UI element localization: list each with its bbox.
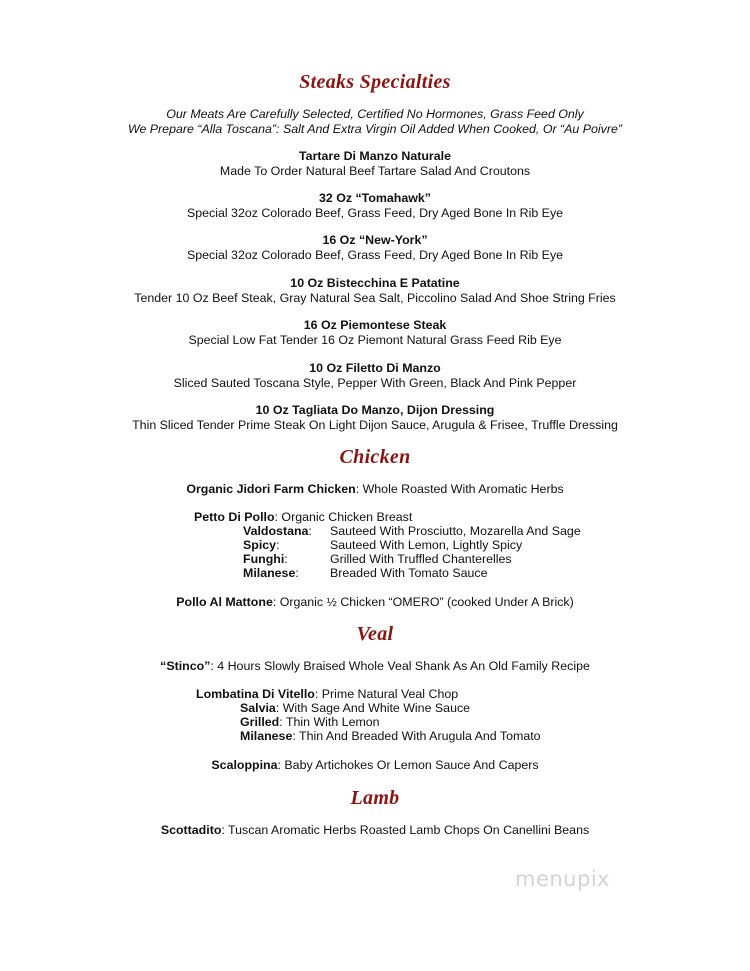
veal-stinco-name: “Stinco” <box>160 659 211 673</box>
veal-section-title: Veal <box>356 623 394 645</box>
steak-item-name: Tartare Di Manzo Naturale <box>299 149 451 163</box>
chicken-petto-desc: : Organic Chicken Breast <box>274 510 413 524</box>
steak-item-desc: Thin Sliced Tender Prime Steak On Light Dijon Sauce, Arugula & Frisee, Truffle Dressing <box>132 418 618 432</box>
steak-item-desc: Made To Order Natural Beef Tartare Salad And Croutons <box>219 164 531 178</box>
veal-scaloppina-desc: : Baby Artichokes Or Lemon Sauce And Capers <box>277 758 539 772</box>
chicken-option-name: Valdostana: <box>243 524 312 538</box>
steak-item-name: 10 Oz Bistecchina E Patatine <box>290 276 460 290</box>
chicken-mattone-name: Pollo Al Mattone <box>176 595 273 609</box>
veal-option-line <box>240 701 470 715</box>
chicken-option-name: Milanese: <box>243 566 299 580</box>
steak-item-desc: Sliced Sauted Toscana Style, Pepper With Green, Black And Pink Pepper <box>173 376 577 390</box>
steak-item-name: 10 Oz Filetto Di Manzo <box>309 361 441 375</box>
chicken-mattone-desc: : Organic ½ Chicken “OMERO” (cooked Under A Brick) <box>272 595 574 609</box>
steak-item-name: 32 Oz “Tomahawk” <box>318 191 431 205</box>
steak-item-name: 10 Oz Tagliata Do Manzo, Dijon Dressing <box>255 403 495 417</box>
chicken-jidori-desc: : Whole Roasted With Aromatic Herbs <box>355 482 564 496</box>
chicken-mattone-line <box>0 595 750 609</box>
steaks-intro-line-2: We Prepare “Alla Toscana”: Salt And Extra Virgin Oil Added When Cooked, Or “Au Poivre” <box>127 122 622 136</box>
chicken-petto-line <box>194 510 412 524</box>
veal-scaloppina-line <box>0 758 750 772</box>
veal-option-name: Grilled <box>240 715 280 729</box>
veal-stinco-desc: : 4 Hours Slowly Braised Whole Veal Shank As An Old Family Recipe <box>210 659 590 673</box>
veal-option-desc: : Thin With Lemon <box>279 715 380 729</box>
chicken-section-title: Chicken <box>339 446 411 468</box>
chicken-option-desc: Breaded With Tomato Sauce <box>330 566 488 580</box>
veal-stinco-line <box>0 659 750 673</box>
chicken-option-name: Funghi: <box>243 552 288 566</box>
steaks-intro-line-1: Our Meats Are Carefully Selected, Certified No Hormones, Grass Feed Only <box>166 107 584 121</box>
chicken-jidori-line <box>0 482 750 496</box>
veal-option-desc: : Thin And Breaded With Arugula And Tomato <box>292 729 541 743</box>
chicken-petto-name: Petto Di Pollo <box>194 510 275 524</box>
steak-item-desc: Special Low Fat Tender 16 Oz Piemont Natural Grass Feed Rib Eye <box>188 333 562 347</box>
steak-item-desc: Special 32oz Colorado Beef, Grass Feed, Dry Aged Bone In Rib Eye <box>186 248 564 262</box>
chicken-option-desc: Sauteed With Lemon, Lightly Spicy <box>330 538 523 552</box>
lamb-section-title: Lamb <box>350 787 400 809</box>
veal-scaloppina-name: Scaloppina <box>211 758 278 772</box>
chicken-jidori-name: Organic Jidori Farm Chicken <box>186 482 356 496</box>
chicken-option-desc: Sauteed With Prosciutto, Mozarella And Sage <box>330 524 581 538</box>
steak-item-desc: Special 32oz Colorado Beef, Grass Feed, Dry Aged Bone In Rib Eye <box>186 206 564 220</box>
veal-lombatina-name: Lombatina Di Vitello <box>196 687 315 701</box>
veal-option-line <box>240 729 541 743</box>
steak-item-desc: Tender 10 Oz Beef Steak, Gray Natural Sea Salt, Piccolino Salad And Shoe String Fries <box>134 291 616 305</box>
steaks-section-title: Steaks Specialties <box>299 71 451 93</box>
lamb-scottadito-desc: : Tuscan Aromatic Herbs Roasted Lamb Chops On Canellini Beans <box>221 823 590 837</box>
veal-option-name: Salvia <box>240 701 276 715</box>
veal-option-desc: : With Sage And White Wine Sauce <box>275 701 471 715</box>
steak-item-name: 16 Oz Piemontese Steak <box>303 318 447 332</box>
veal-option-line <box>240 715 380 729</box>
menupix-watermark: menupix <box>515 867 611 891</box>
veal-lombatina-desc: : Prime Natural Veal Chop <box>314 687 459 701</box>
steak-item-name: 16 Oz “New-York” <box>322 233 428 247</box>
lamb-scottadito-line <box>0 823 750 837</box>
chicken-option-name: Spicy: <box>243 538 280 552</box>
chicken-option-desc: Grilled With Truffled Chanterelles <box>330 552 512 566</box>
lamb-scottadito-name: Scottadito <box>160 823 222 837</box>
veal-lombatina-line <box>196 687 458 701</box>
veal-option-name: Milanese <box>240 729 293 743</box>
